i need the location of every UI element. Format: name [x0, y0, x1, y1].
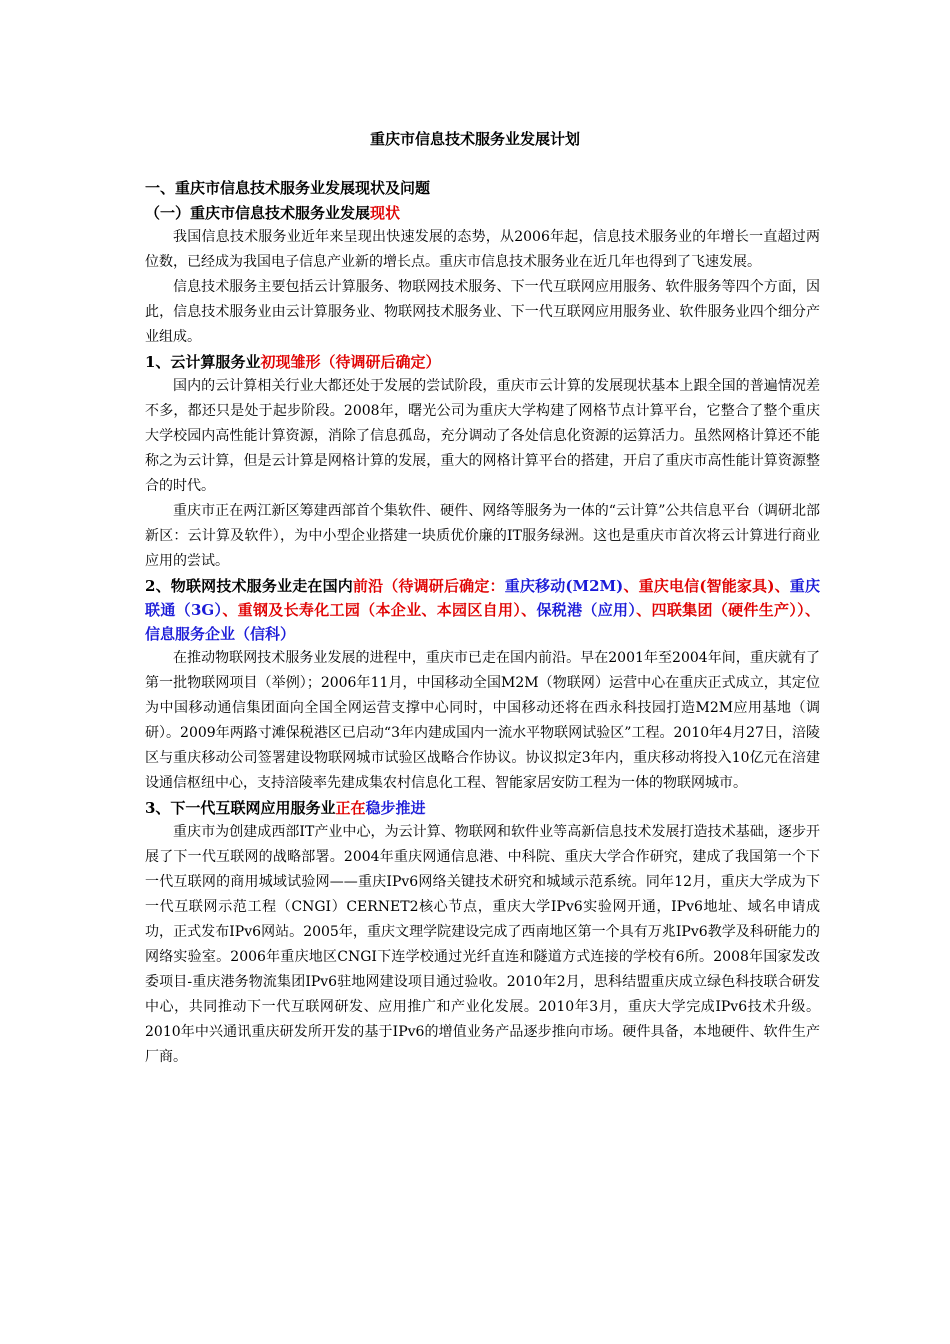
heading-blue: 重庆联通（3G） [145, 577, 820, 619]
document-body [145, 175, 820, 1070]
heading-iot [145, 574, 820, 646]
paragraph-cloud-1: 国内的云计算相关行业大都还处于发展的尝试阶段，重庆市云计算的发展现状基本上跟全国的普遍情况差不多，都还只是处于起步阶段。2008年，曙光公司为重庆大学构建了网格节点计算平台，它整合了整个重庆大学校园内高性能计算资源，消除了信息孤岛，充分调动了各处信息化资源的运算活力。虽然网格计算还不能称之为云计算，但是云计算是网格计算的发展，重大的网格计算平台的搭建，开启了重庆市高性能计算资源整合的时代。 [145, 378, 820, 494]
paragraph-next-gen-internet: 重庆市为创建成西部IT产业中心，为云计算、物联网和软件业等高新信息技术发展打造技术基础，逐步开展了下一代互联网的战略部署。2004年重庆网通信息港、中科院、重庆大学合作研究，建成了我国第一个下一代互联网的商用城域试验网——重庆IPv6网络关键技术研究和城域示范系统。同年12月，重庆大学成为下一代互联网示范工程（CNGI）CERNET2核心节点，重庆大学IPv6实验网开通，IPv6地址、域名申请成功，正式发布IPv6网站。2005年，重庆文理学院建设完成了西南地区第一个具有万兆IPv6教学及科研能力的网络实验室。2006年重庆地区CNGI下连学校通过光纤直连和隧道方式连接的学校有6所。2008年国家发改委项目-重庆港务物流集团IPv6驻地网建设项目通过验收。2010年2月，思科结盟重庆成立绿色科技联合研发中心，共同推动下一代互联网研发、应用推广和产业化发展。2010年3月，重庆大学完成IPv6技术升级。2010年中兴通讯重庆研发所开发的基于IPv6的增值业务产品逐步推向市场。硬件具备，本地硬件、软件生产厂商。 [145, 824, 820, 1065]
heading-highlight: 正在 [335, 799, 366, 817]
heading-separator: 、 [623, 577, 639, 595]
heading-blue: 保税港（应用） [536, 601, 637, 619]
heading-separator: 、 [636, 601, 652, 619]
heading-text: 1、云计算服务业 [145, 353, 261, 371]
heading-highlight: 、重钢及长寿化工园（本企业、本园区自用）、 [222, 601, 537, 619]
heading-highlight: 现状 [370, 204, 401, 222]
heading-highlight: 重庆电信(智能家具) [638, 577, 775, 595]
subsection-heading [145, 201, 820, 225]
heading-highlight: 四联集团（硬件生产）） [651, 601, 805, 619]
heading-text: （一）重庆市信息技术服务业发展 [145, 204, 371, 222]
heading-blue: 信息服务企业（信科） [145, 625, 296, 643]
paragraph-cloud-2: 重庆市正在两江新区筹建西部首个集软件、硬件、网络等服务为一体的“云计算”公共信息平台（调研北部新区：云计算及软件），为中小型企业搭建一块质优价廉的IT服务绿洲。这也是重庆市首次将云计算进行商业应用的尝试。 [145, 503, 820, 569]
heading-next-gen-internet [145, 796, 820, 820]
paragraph-intro: 我国信息技术服务业近年来呈现出快速发展的态势，从2006年起，信息技术服务业的年增长一直超过两位数，已经成为我国电子信息产业新的增长点。重庆市信息技术服务业在近几年也得到了飞速发展。 [145, 229, 820, 270]
heading-separator: 、 [804, 601, 820, 619]
heading-text: 2、物联网技术服务业走在国内 [145, 577, 353, 595]
document-title: 重庆市信息技术服务业发展计划 [369, 130, 580, 148]
heading-cloud [145, 350, 820, 374]
heading-blue: 重庆移动(M2M) [504, 577, 624, 595]
section-heading: 一、重庆市信息技术服务业发展现状及问题 [145, 179, 431, 197]
heading-text: 3、下一代互联网应用服务业 [145, 799, 336, 817]
heading-separator: 、 [774, 577, 790, 595]
paragraph-iot: 在推动物联网技术服务业发展的进程中，重庆市已走在国内前沿。早在2001年至2004年间，重庆就有了第一批物联网项目（举例）；2006年11月，中国移动全国M2M（物联网）运营中心在重庆正式成立，其定位为中国移动通信集团面向全国全网运营支撑中心同时，中国移动还将在西永科技园打造M2M应用基地（调研）。2009年两路寸滩保税港区已启动“3年内建成国内一流水平物联网试验区”工程。2010年4月27日，涪陵区与重庆移动公司签署建设物联网城市试验区战略合作协议。协议拟定3年内，重庆移动将投入10亿元在涪建设通信枢纽中心，支持涪陵率先建成集农村信息化工程、智能家居安防工程为一体的物联网城市。 [145, 650, 820, 791]
heading-blue: 稳步推进 [365, 799, 426, 817]
paragraph-scope: 信息技术服务主要包括云计算服务、物联网技术服务、下一代互联网应用服务、软件服务等四个方面，因此，信息技术服务业由云计算服务业、物联网技术服务业、下一代互联网应用服务业、软件服务业四个细分产业组成。 [145, 279, 820, 345]
heading-highlight: 前沿（待调研后确定： [352, 577, 505, 595]
heading-highlight: 初现雏形（待调研后确定） [260, 353, 441, 371]
